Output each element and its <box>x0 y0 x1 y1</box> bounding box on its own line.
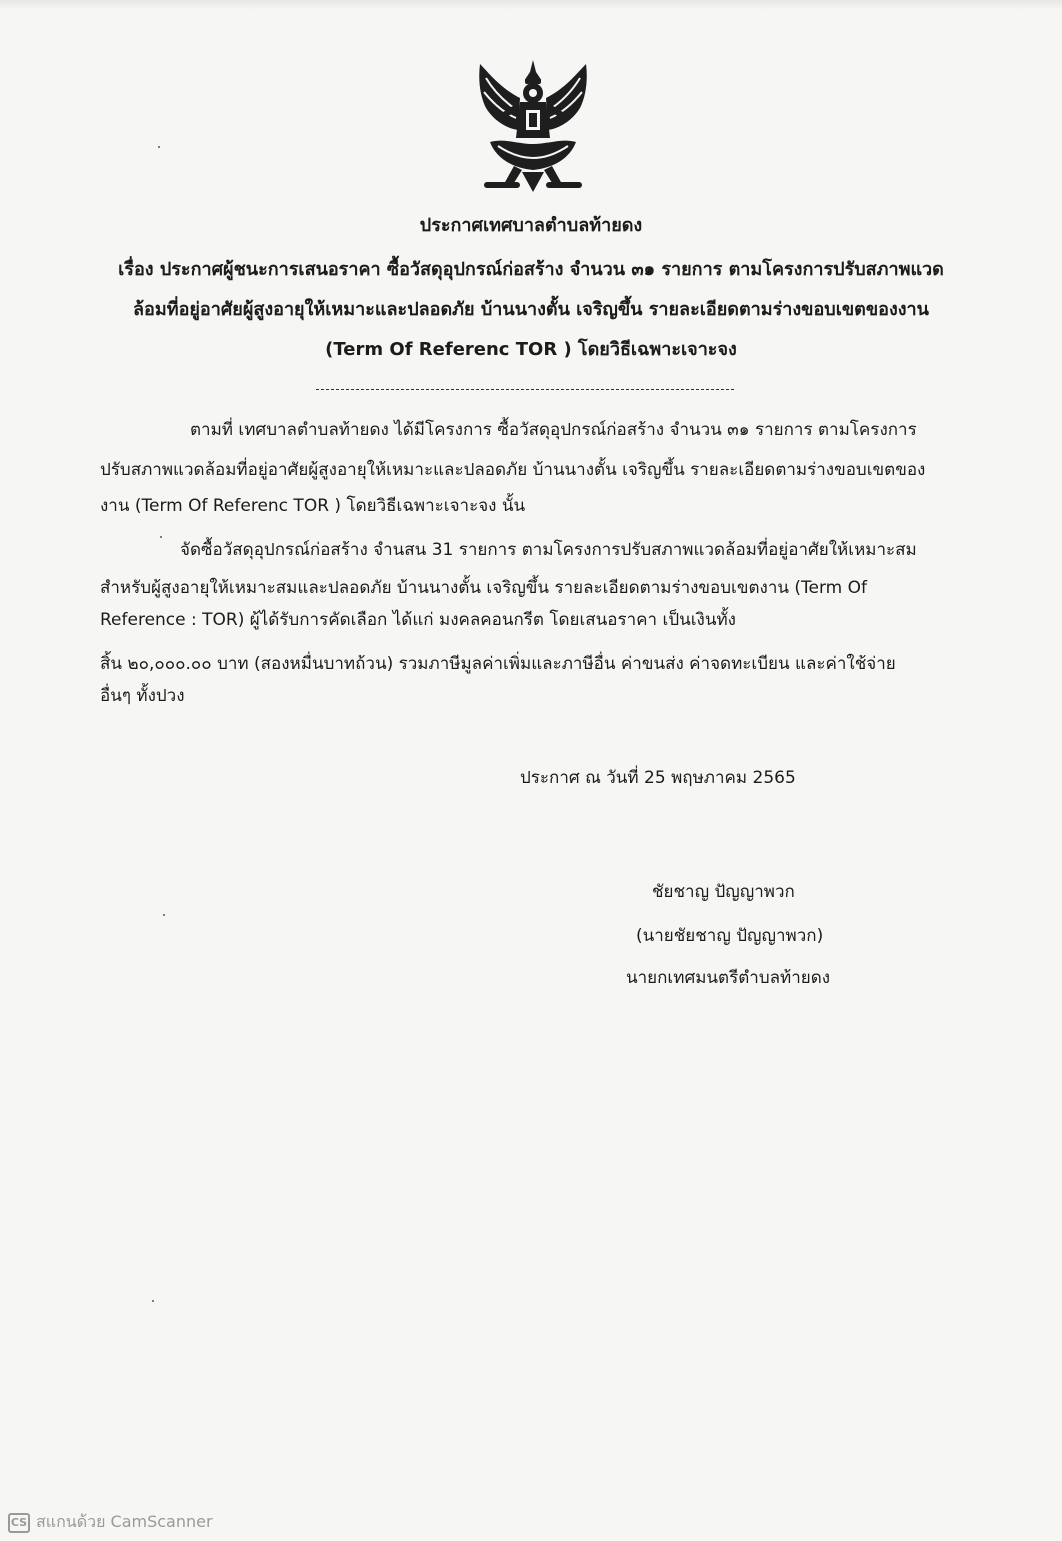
camscanner-logo-icon: CS <box>8 1513 30 1533</box>
paragraph2-line-3: Reference : TOR) ผู้ได้รับการคัดเลือก ได้แก่ มงคลคอนกรีต โดยเสนอราคา เป็นเงินทั้ง <box>100 610 736 630</box>
scan-speck <box>152 1300 154 1302</box>
paragraph2-line-1: จัดซื้อวัสดุอุปกรณ์ก่อสร้าง จำนสน 31 รายการ ตามโครงการปรับสภาพแวดล้อมที่อยู่อาศัยให้เหมาะสม <box>180 540 917 560</box>
scan-edge <box>0 0 1062 10</box>
camscanner-watermark <box>8 1510 213 1535</box>
subject-line-3: (Term Of Referenc TOR ) โดยวิธีเฉพาะเจาะจง <box>325 339 737 360</box>
subject-line-1: เรื่อง ประกาศผู้ชนะการเสนอราคา ซื้อวัสดุอุปกรณ์ก่อสร้าง จำนวน ๓๑ รายการ ตามโครงการปรับสภาพแวด <box>118 259 944 280</box>
scan-speck <box>163 914 165 916</box>
paragraph1-line-2: ปรับสภาพแวดล้อมที่อยู่อาศัยผู้สูงอายุให้เหมาะและปลอดภัย บ้านนางตั้น เจริญขึ้น รายละเอียดตามร่างขอบเขตของ <box>100 460 926 480</box>
separator-line <box>316 377 734 390</box>
paragraph1-line-1: ตามที่ เทศบาลตำบลท้ายดง ได้มีโครงการ ซื้อวัสดุอุปกรณ์ก่อสร้าง จำนวน ๓๑ รายการ ตามโครงการ <box>190 420 917 440</box>
subject-line-2: ล้อมที่อยู่อาศัยผู้สูงอายุให้เหมาะและปลอดภัย บ้านนางตั้น เจริญขึ้น รายละเอียดตามร่างขอบเขตของงาน <box>133 299 929 320</box>
scan-speck <box>160 536 162 538</box>
paragraph2-line-2: สำหรับผู้สูงอายุให้เหมาะสมและปลอดภัย บ้านนางตั้น เจริญขึ้น รายละเอียดตามร่างขอบเขตงาน (Term Of <box>100 578 868 598</box>
camscanner-text: สแกนด้วย CamScanner <box>36 1512 213 1531</box>
paragraph2-line-4: สิ้น ๒๐,๐๐๐.๐๐ บาท (สองหมื่นบาทถ้วน) รวมภาษีมูลค่าเพิ่มและภาษีอื่น ค่าขนส่ง ค่าจดทะเบียน และค่าใช้จ่าย <box>100 654 896 674</box>
scan-speck <box>158 146 160 148</box>
garuda-emblem-icon <box>470 58 596 198</box>
document-title: ประกาศเทศบาลตำบลท้ายดง <box>419 215 643 236</box>
signer-full-name: (นายชัยชาญ ปัญญาพวก) <box>636 926 824 946</box>
signed-name: ชัยชาญ ปัญญาพวก <box>652 882 795 902</box>
date-line: ประกาศ ณ วันที่ 25 พฤษภาคม 2565 <box>520 768 796 788</box>
paragraph1-line-3: งาน (Term Of Referenc TOR ) โดยวิธีเฉพาะเจาะจง นั้น <box>100 496 526 516</box>
paragraph2-line-5: อื่นๆ ทั้งปวง <box>100 686 185 706</box>
signer-position: นายกเทศมนตรีตำบลท้ายดง <box>626 968 831 988</box>
